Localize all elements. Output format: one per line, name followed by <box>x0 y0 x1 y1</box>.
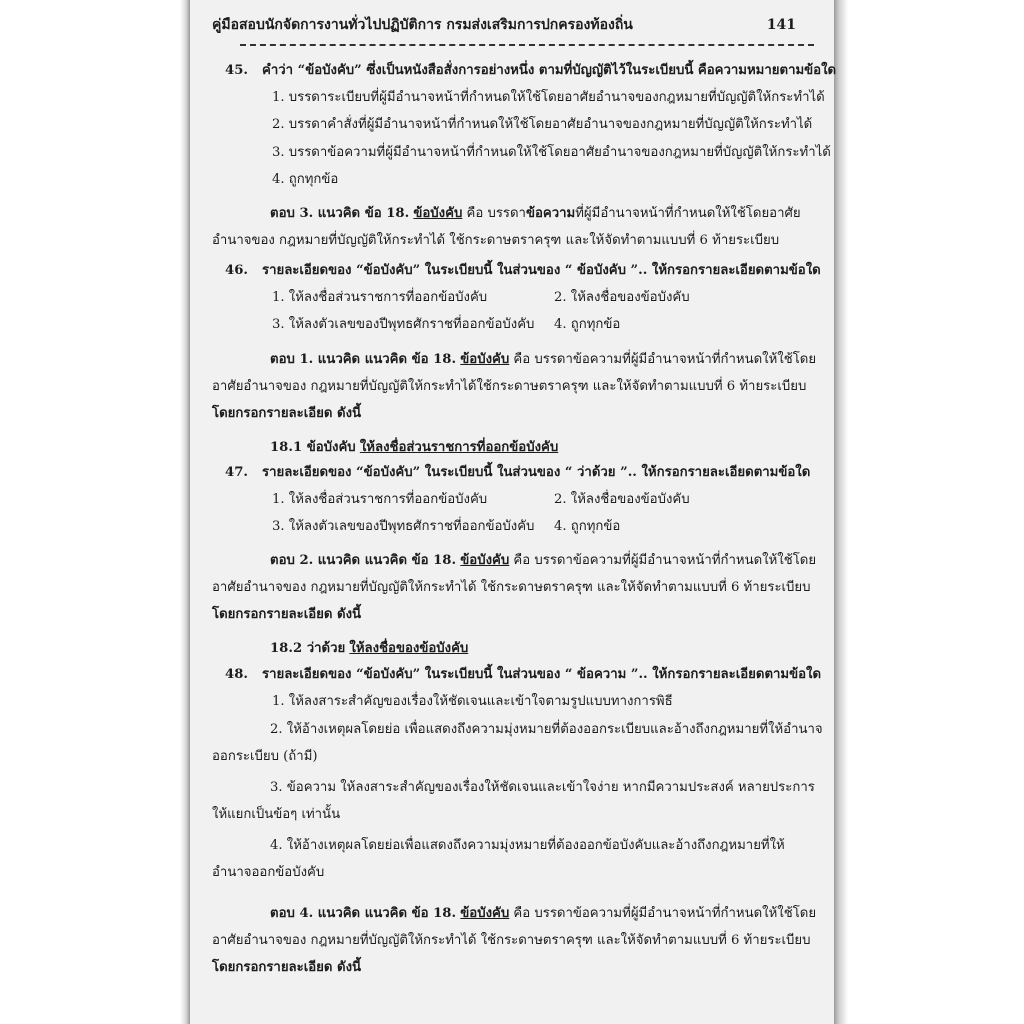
option: 4. ถูกทุกข้อ <box>554 317 621 333</box>
option: 4. ถูกทุกข้อ <box>272 171 339 187</box>
answer-tail: โดยกรอกรายละเอียด ดังนี้ <box>212 405 362 421</box>
sub-item-18-2 <box>270 642 824 655</box>
question-46 <box>212 264 824 277</box>
question-text: คำว่า “ข้อบังคับ” ซึ่งเป็นหนังสือสั่งการอย่างหนึ่ง ตามที่บัญญัติไว้ในระเบียบนี้ คือความหมายตามข้อใด <box>262 63 837 78</box>
answer-45 <box>212 200 824 254</box>
answer-47 <box>212 547 824 628</box>
answer-text: คือ บรรดาข้อความที่ผู้มีอำนาจหน้าที่กำหนดให้ใช้โดยอาศัยอำนาจของ กฎหมายที่บัญญัติให้กระทำได้ ใช้กระดาษตราครุฑ และให้จัดทำตามแบบที่ 6 ท้ายระเบียบ <box>212 906 817 949</box>
sub-prefix: 18.2 ว่าด้วย <box>270 641 346 657</box>
question-48 <box>212 668 824 681</box>
option-row <box>272 291 824 304</box>
answer-term: ข้อบังคับ <box>460 906 510 922</box>
answer-term: ข้อบังคับ <box>413 206 463 222</box>
answer-label: ตอบ 3. แนวคิด ข้อ 18. <box>270 206 410 222</box>
answer-term: ข้อบังคับ <box>460 553 510 569</box>
option: 2. ให้ลงชื่อของข้อบังคับ <box>554 492 690 508</box>
question-text: รายละเอียดของ “ข้อบังคับ” ในระเบียบนี้ ในส่วนของ “ ว่าด้วย ”.. ให้กรอกรายละเอียดตามข้อใด <box>262 464 811 480</box>
option: 4. ให้อ้างเหตุผลโดยย่อเพื่อแสดงถึงความมุ่งหมายที่ต้องออกข้อบังคับและอ้างถึงกฎหมายที่ให้อำนาจออกข้อบังคับ <box>212 838 785 881</box>
answer-term-bold: ข้อความ <box>525 206 576 222</box>
answer-tail: โดยกรอกรายละเอียด ดังนี้ <box>212 607 362 623</box>
question-text: รายละเอียดของ “ข้อบังคับ” ในระเบียบนี้ ในส่วนของ “ ข้อบังคับ ”.. ให้กรอกรายละเอียดตามข้อใด <box>262 263 821 279</box>
question-45 <box>212 63 837 78</box>
option: 2. ให้ลงชื่อของข้อบังคับ <box>554 290 690 306</box>
page-header <box>212 18 824 32</box>
option: 3. ให้ลงตัวเลขของปีพุทธศักราชที่ออกข้อบังคับ <box>272 317 535 333</box>
option: 1. ให้ลงชื่อส่วนราชการที่ออกข้อบังคับ <box>272 492 488 508</box>
option-row <box>272 318 824 331</box>
answer-46 <box>212 346 824 427</box>
option: 1. ให้ลงสาระสำคัญของเรื่องให้ชัดเจนและเข้าใจตามรูปแบบทางการพิธี <box>272 693 673 709</box>
option: 1. ให้ลงชื่อส่วนราชการที่ออกข้อบังคับ <box>272 290 488 306</box>
question-text: รายละเอียดของ “ข้อบังคับ” ในระเบียบนี้ ในส่วนของ “ ข้อความ ”.. ให้กรอกรายละเอียดตามข้อใด <box>262 666 822 682</box>
answer-label: ตอบ 1. แนวคิด แนวคิด ข้อ 18. <box>270 351 457 367</box>
answer-text: คือ บรรดาข้อความที่ผู้มีอำนาจหน้าที่กำหนดให้ใช้โดยอาศัยอำนาจของ กฎหมายที่บัญญัติให้กระทำได้ใช้กระดาษตราครุฑ และให้จัดทำตามแบบที่ 6 ท้ายระเบียบ <box>212 351 817 394</box>
option: 3. บรรดาข้อความที่ผู้มีอำนาจหน้าที่กำหนดให้ใช้โดยอาศัยอำนาจของกฎหมายที่บัญญัติให้กระทำได้ <box>272 144 831 160</box>
left-background <box>0 0 190 1024</box>
sub-prefix: 18.1 ข้อบังคับ <box>270 439 356 455</box>
question-number: 48. <box>225 666 248 682</box>
document-page <box>190 0 837 1024</box>
option: 1. บรรดาระเบียบที่ผู้มีอำนาจหน้าที่กำหนดให้ใช้โดยอาศัยอำนาจของกฎหมายที่บัญญัติให้กระทำได้ <box>272 90 825 106</box>
sub-item-18-1 <box>270 441 824 454</box>
question-number: 46. <box>225 263 248 279</box>
question-number: 47. <box>225 464 248 480</box>
option-row <box>272 520 824 533</box>
answer-tail: โดยกรอกรายละเอียด ดังนี้ <box>212 960 362 976</box>
option: 2. ให้อ้างเหตุผลโดยย่อ เพื่อแสดงถึงความมุ่งหมายที่ต้องออกระเบียบและอ้างถึงกฎหมายที่ให้อำนาจออกระเบียบ (ถ้ามี) <box>212 722 823 765</box>
question-number: 45. <box>225 63 248 78</box>
answer-text: คือ บรรดาข้อความที่ผู้มีอำนาจหน้าที่กำหนดให้ใช้โดยอาศัยอำนาจของ กฎหมายที่บัญญัติให้กระทำได้ ใช้กระดาษตราครุฑ และให้จัดทำตามแบบที่ 6 ท้ายระเบียบ <box>212 553 817 596</box>
page-number: 141 <box>766 17 796 33</box>
option: 3. ข้อความ ให้ลงสาระสำคัญของเรื่องให้ชัดเจนและเข้าใจง่าย หากมีความประสงค์ หลายประการ ให้แยกเป็นข้อๆ เท่านั้น <box>212 780 815 823</box>
question-47 <box>212 466 824 479</box>
option-row <box>272 493 824 506</box>
answer-label: ตอบ 2. แนวคิด แนวคิด ข้อ 18. <box>270 553 457 569</box>
answer-text: ที่ผู้มีอำนาจหน้าที่กำหนดให้ใช้โดยอาศัยอำนาจของ กฎหมายที่บัญญัติให้กระทำได้ ใช้กระดาษตราครุฑ และให้จัดทำตามแบบที่ 6 ท้ายระเบียบ <box>212 206 801 249</box>
sub-underlined: ให้ลงชื่อส่วนราชการที่ออกข้อบังคับ <box>359 439 559 455</box>
answer-mid: คือ บรรดา <box>462 206 526 222</box>
right-background <box>834 0 1024 1024</box>
header-divider <box>240 44 814 46</box>
answer-term: ข้อบังคับ <box>460 351 510 367</box>
answer-48 <box>212 900 824 981</box>
sub-underlined: ให้ลงชื่อของข้อบังคับ <box>349 641 469 657</box>
option: 3. ให้ลงตัวเลขของปีพุทธศักราชที่ออกข้อบังคับ <box>272 519 535 535</box>
option: 4. ถูกทุกข้อ <box>554 519 621 535</box>
answer-label: ตอบ 4. แนวคิด แนวคิด ข้อ 18. <box>270 906 457 922</box>
option: 2. บรรดาคำสั่งที่ผู้มีอำนาจหน้าที่กำหนดให้ใช้โดยอาศัยอำนาจของกฎหมายที่บัญญัติให้กระทำได้ <box>272 117 813 133</box>
header-title: คู่มือสอบนักจัดการงานทั่วไปปฏิบัติการ กรมส่งเสริมการปกครองท้องถิ่น <box>212 17 633 33</box>
